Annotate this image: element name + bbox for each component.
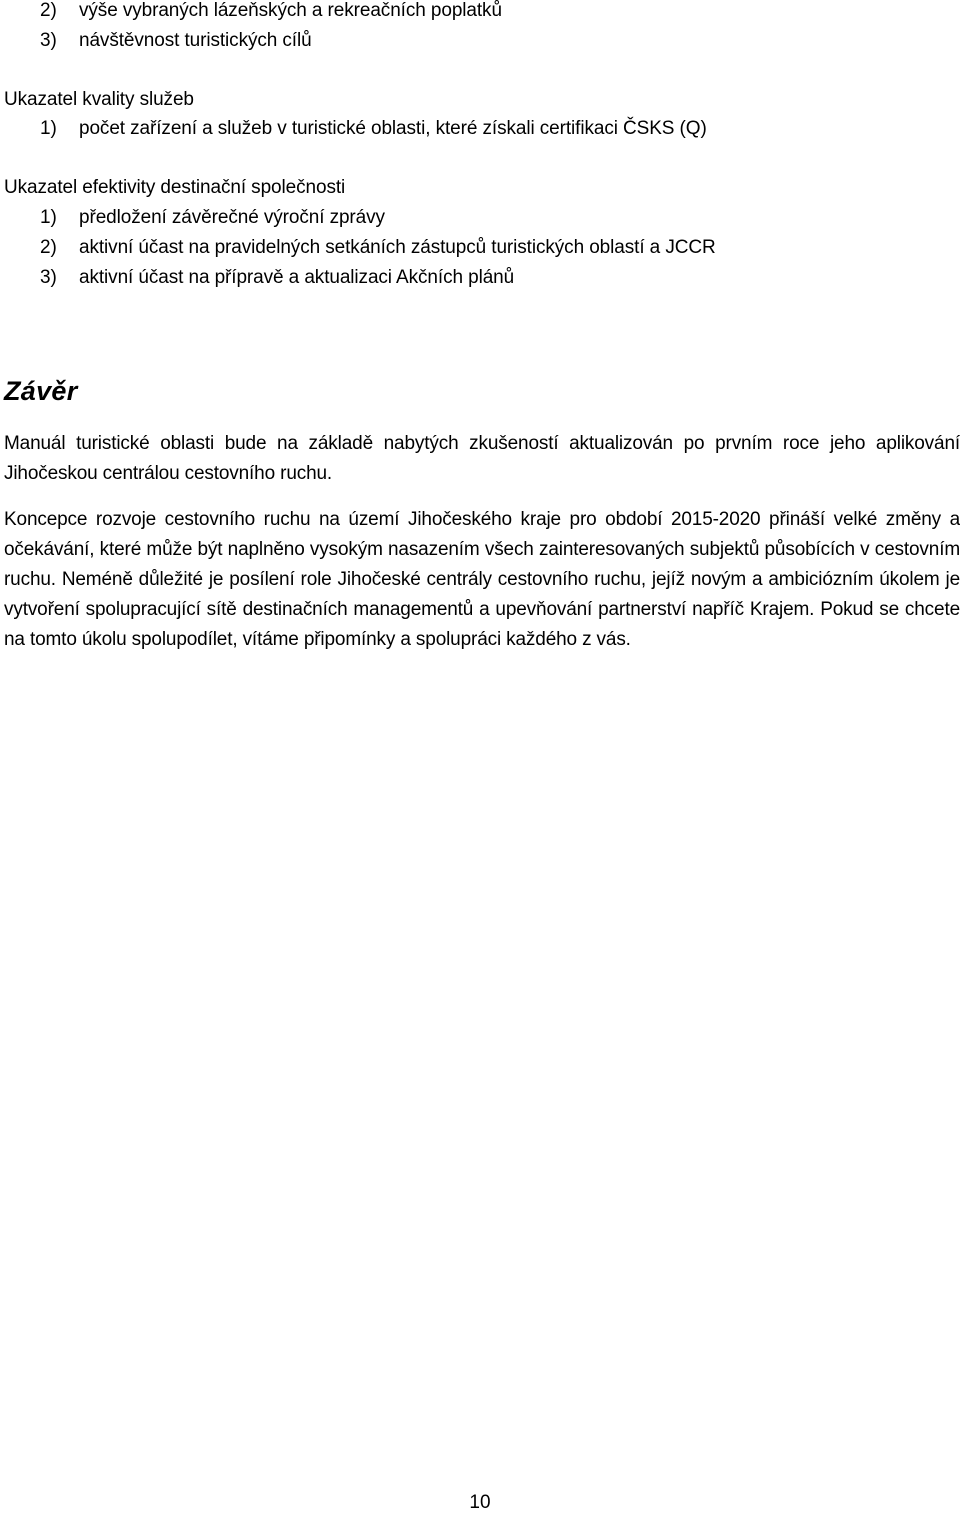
list-item bbox=[40, 0, 502, 22]
list-text: předložení závěrečné výroční zprávy bbox=[79, 207, 385, 228]
list-item bbox=[40, 118, 707, 140]
list-text: výše vybraných lázeňských a rekreačních poplatků bbox=[79, 0, 502, 21]
quality-heading: Ukazatel kvality služeb bbox=[4, 89, 194, 110]
efficiency-heading: Ukazatel efektivity destinační společnosti bbox=[4, 177, 346, 198]
list-item bbox=[40, 237, 716, 259]
list-text: návštěvnost turistických cílů bbox=[79, 30, 312, 51]
section-heading: Závěr bbox=[4, 376, 78, 406]
list-text: počet zařízení a služeb v turistické oblasti, které získali certifikaci ČSKS (Q) bbox=[79, 118, 707, 139]
conclusion-paragraph-1: Manuál turistické oblasti bude na základě nabytých zkušeností aktualizován po prvním roce jeho aplikování Jihočeskou centrálou cestovního ruchu. bbox=[4, 433, 960, 484]
list-number: 2) bbox=[40, 0, 57, 21]
list-item bbox=[40, 30, 312, 52]
list-text: aktivní účast na přípravě a aktualizaci Akčních plánů bbox=[79, 267, 515, 288]
list-text: aktivní účast na pravidelných setkáních zástupců turistických oblastí a JCCR bbox=[79, 237, 716, 258]
list-number: 3) bbox=[40, 30, 57, 51]
list-item bbox=[40, 267, 514, 289]
list-number: 3) bbox=[40, 267, 57, 288]
list-number: 1) bbox=[40, 207, 57, 228]
list-item bbox=[40, 207, 385, 229]
list-number: 2) bbox=[40, 237, 57, 258]
page-number: 10 bbox=[469, 1492, 491, 1513]
list-number: 1) bbox=[40, 118, 57, 139]
conclusion-paragraph-2: Koncepce rozvoje cestovního ruchu na území Jihočeského kraje pro období 2015-2020 přináší velké změny a očekávání, které může být naplněno vysokým nasazením všech zainteresovaných subjektů působících v cestovním ruchu. Neméně důležité je posílení role Jihočeské centrály cestovního ruchu, jejíž novým a ambiciózním úkolem je vytvoření spolupracující sítě destinačních managementů a upevňování partnerství napříč Krajem. Pokud se chcete na tomto úkolu spolupodílet, vítáme připomínky a spolupráci každého z vás. bbox=[4, 509, 960, 650]
